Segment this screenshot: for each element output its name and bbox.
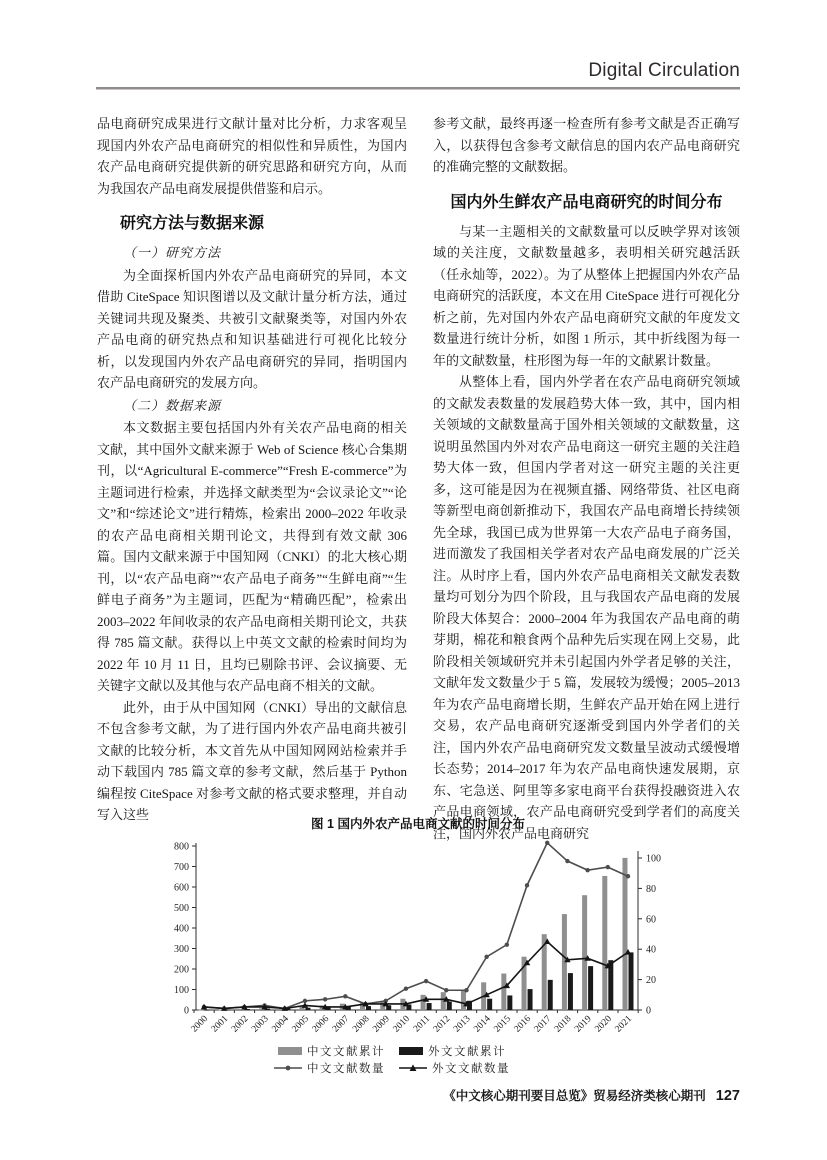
svg-text:2005: 2005 [290, 1014, 312, 1035]
paragraph-data-source: 本文数据主要包括国内外有关农产品电商的相关文献，其中国外文献来源于 Web of Science 核心合集期刊，以“Agricultural E-commerce”“Fresh E-commerce”为主题词进行检索，并选择文献类型为“会议录论文”“论文”和“综述论文”进行精炼，检索出 2000–2022 年收录的农产品电商相关期刊论文，共得到有效文献 306 篇。国内文献来源于中国知网（CNKI）的北大核心期刊，以“农产品电商”“农产品电子商务”“生鲜电商”“生鲜电子商务”为主题词，匹配为“精确匹配”，检索出 2003–2022 年间收录的农产品电商相关期刊论文，共获得 785 篇文献。获得以上中英文文献的检索时间均为 2022 年 10 月 11 日，且均已剔除书评、会议摘要、无关键字文献以及其他与农产品电商不相关的文献。 [97, 420, 407, 693]
chart-legend [274, 1042, 510, 1076]
svg-text:2017: 2017 [532, 1014, 554, 1035]
legend-item [274, 1060, 385, 1076]
legend-bar-swatch-icon [399, 1047, 423, 1055]
svg-text:2001: 2001 [209, 1014, 231, 1035]
svg-text:2020: 2020 [593, 1014, 614, 1035]
svg-text:100: 100 [174, 985, 189, 996]
journal-section-label: Digital Circulation [588, 60, 740, 81]
figure-1 [96, 814, 740, 1076]
legend-line-swatch-icon [399, 1063, 427, 1073]
svg-text:2009: 2009 [371, 1014, 392, 1035]
svg-text:2003: 2003 [250, 1014, 271, 1035]
section-heading-methods: 研究方法与数据来源 [120, 215, 265, 232]
legend-label: 中文文献数量 [307, 1062, 385, 1075]
svg-text:500: 500 [174, 903, 189, 914]
svg-text:2014: 2014 [472, 1014, 493, 1035]
svg-text:60: 60 [646, 914, 656, 926]
svg-text:2007: 2007 [330, 1014, 352, 1035]
svg-text:2012: 2012 [431, 1014, 453, 1035]
svg-text:2006: 2006 [310, 1014, 332, 1035]
legend-label: 外文文献累计 [428, 1045, 506, 1058]
svg-text:0: 0 [646, 1005, 651, 1017]
svg-text:20: 20 [646, 975, 656, 987]
footer [443, 1086, 740, 1104]
figure-caption: 图 1 国内外农产品电商文献的时间分布 [311, 817, 525, 831]
svg-text:2002: 2002 [229, 1014, 251, 1035]
svg-text:2013: 2013 [452, 1014, 473, 1035]
paragraph-additional: 此外，由于从中国知网（CNKI）导出的文献信息不包含参考文献，为了进行国内外农产品电商共被引文献的比较分析，本文首先从中国知网网站检索并手动下载国内 785 篇文章的参考文献，然后基于 Python 编程按 CiteSpace 对参考文献的格式要求整理，并自动写入这些 [97, 699, 407, 822]
svg-text:80: 80 [646, 883, 656, 895]
left-column [97, 113, 407, 826]
svg-text:2016: 2016 [512, 1014, 534, 1035]
right-column [433, 113, 740, 844]
paragraph-analysis: 从整体上看，国内外学者在农产品电商研究领域的文献发表数量的发展趋势大体一致，其中，国内相关领域的文献数量高于国外相关领域的文献数量，这说明虽然国内外对农产品电商这一研究主题的关注趋势大体一致，但国内学者对这一研究主题的关注更多，这可能是因为在视频直播、网络带货、社区电商等新型电商创新推动下，我国农产品电商增长持续领先全球，我国已成为世界第一大农产品电子商务国，进而激发了我国相关学者对农产品电商发展的广泛关注。从时序上看，国内外农产品电商相关文献发表数量均可划分为四个阶段，且与我国农产品电商的发展阶段大体契合：2000–2004 年为我国农产品电商的萌芽期，棉花和粮食两个品种先后实现在网上交易，此阶段相关领域研究并未引起国内外学者足够的关注，文献年发文数量少于 5 篇，发展较为缓慢；2005–2013 年为农产品电商增长期，生鲜农产品开始在网上进行交易，农产品电商研究逐渐受到国内外学者们的关注，国内外农产品电商研究发文数量呈波动式缓慢增长态势；2014–2017 年为农产品电商快速发展期，京东、宅急送、阿里等多家电商平台获得投融资进入农产品电商领域，农产品电商研究受到学者们的高度关注，国内外农产品电商研究 [433, 374, 740, 841]
chart-wrap [126, 835, 740, 1040]
paragraph-continued: 品电商研究成果进行文献计量对比分析，力求客观呈现国内外农产品电商研究的相似性和异质性，为国内农产品电商研究提供新的研究思路和研究方向，从而为我国农产品电商发展提供借鉴和启示。 [97, 116, 407, 196]
svg-text:800: 800 [174, 841, 189, 853]
legend-item [399, 1060, 510, 1076]
svg-text:2021: 2021 [613, 1014, 635, 1035]
subheading-data-source: （二）数据来源 [123, 397, 222, 413]
section-heading-time-distribution: 国内外生鲜农产品电商研究的时间分布 [450, 193, 723, 211]
svg-text:2011: 2011 [411, 1014, 433, 1035]
subheading-method: （一）研究方法 [123, 245, 222, 260]
legend-row [274, 1042, 510, 1059]
svg-text:40: 40 [646, 944, 656, 956]
paragraph-method: 为全面探析国内外农产品电商研究的异同，本文借助 CiteSpace 知识图谱以及文献计量分析方法，通过关键词共现及聚类、共被引文献聚类等，对国内外农产品电商的研究热点和知识基础进行可视化比较分析，以发现国内外农产品电商研究的异同，指明国内农产品电商研究的发展方向。 [97, 267, 407, 390]
legend-label: 外文文献数量 [432, 1062, 510, 1075]
legend-item [278, 1043, 385, 1059]
legend-row [274, 1059, 510, 1076]
legend-label: 中文文献累计 [307, 1045, 385, 1058]
svg-text:300: 300 [174, 944, 189, 955]
svg-text:700: 700 [174, 862, 189, 873]
legend-item [399, 1043, 506, 1059]
svg-text:200: 200 [174, 964, 189, 976]
header-rule [96, 87, 740, 90]
svg-text:2019: 2019 [573, 1014, 594, 1035]
legend-bar-swatch-icon [278, 1047, 302, 1055]
svg-text:2000: 2000 [189, 1014, 211, 1035]
svg-text:2018: 2018 [553, 1014, 574, 1035]
svg-text:2015: 2015 [492, 1014, 513, 1035]
page-number: 127 [715, 1088, 740, 1104]
svg-text:100: 100 [646, 853, 661, 865]
legend-line-swatch-icon [274, 1063, 302, 1073]
svg-text:2008: 2008 [351, 1014, 372, 1035]
footer-journal-note: 《中文核心期刊要目总览》贸易经济类核心期刊 [443, 1089, 706, 1103]
svg-text:2004: 2004 [270, 1014, 291, 1035]
svg-text:400: 400 [174, 923, 189, 935]
paragraph-continued: 参考文献，最终再逐一检查所有参考文献是否正确写入，以获得包含参考文献信息的国内农产品电商研究的准确完整的文献数据。 [433, 116, 740, 174]
svg-text:600: 600 [174, 882, 189, 894]
svg-text:0: 0 [184, 1005, 189, 1017]
paragraph-overview: 与某一主题相关的文献数量可以反映学界对该领域的关注度，文献数量越多，表明相关研究越活跃（任永灿等，2022）。为了从整体上把握国内外农产品电商研究的活跃度，本文在用 CiteSpace 进行可视化分析之前，先对国内外农产品电商研究文献的年度发文数量进行统计分析，如图 1 所示，其中折线图为每一年的文献数量，柱形图为每一年的文献累计数量。 [433, 223, 740, 368]
time-distribution-chart [126, 835, 710, 1035]
svg-text:2010: 2010 [391, 1014, 413, 1035]
